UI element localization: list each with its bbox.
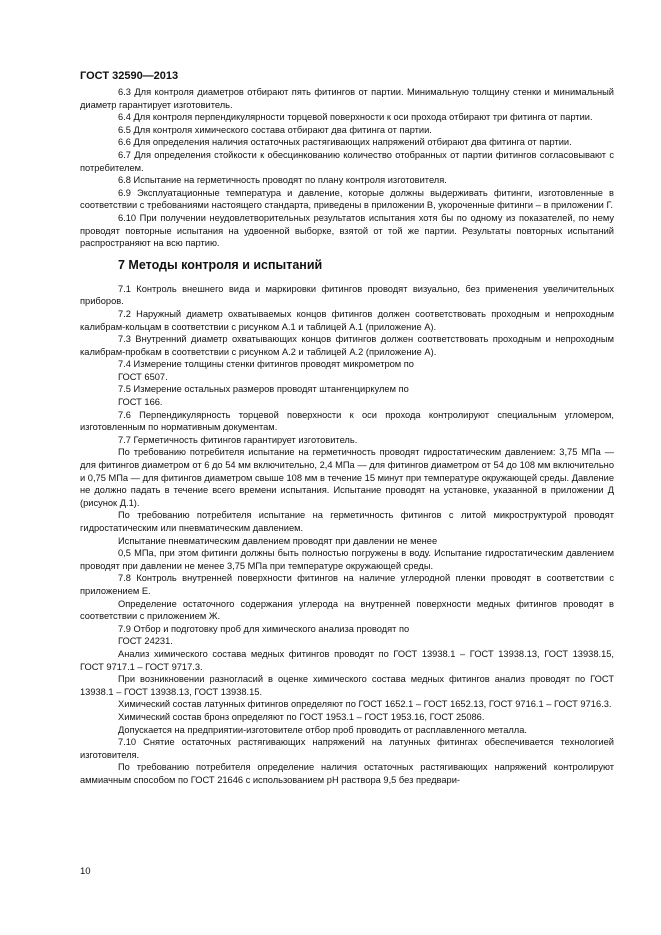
page-number: 10: [80, 866, 91, 877]
page-body: [80, 86, 614, 786]
paragraph: Определение остаточного содержания углерода на внутренней поверхности медных фитингов проводят в соответствии с приложением Ж.: [80, 598, 614, 622]
paragraph: 7.3 Внутренний диаметр охватывающих концов фитингов должен соответствовать проходным и непроходным калибрам-пробкам в соответствии с рисунком А.2 и таблицей А.2 (приложение А).: [80, 334, 614, 357]
paragraph: 7.8 Контроль внутренней поверхности фитингов на наличие углеродной пленки проводят в соответствии с приложением Е.: [80, 573, 614, 596]
paragraph: ГОСТ 166.: [118, 397, 163, 408]
paragraph: ГОСТ 24231.: [118, 636, 173, 647]
paragraph: 7.9 Отбор и подготовку проб для химического анализа проводят по: [118, 623, 410, 634]
paragraph: 6.5 Для контроля химического состава отбирают два фитинга от партии.: [118, 124, 432, 135]
paragraph: При возникновении разногласий в оценке химического состава медных фитингов анализ проводят по ГОСТ 13938.1 – ГОСТ 13938.13, ГОСТ 13938.15.: [80, 674, 614, 697]
paragraph: 6.8 Испытание на герметичность проводят по плану контроля изготовителя.: [118, 175, 447, 186]
paragraph: По требованию потребителя испытание на герметичность проводят гидростатическим давлением: 3,75 МПа — для фитингов диаметром от 6 до 54 мм включительно, 2,4 МПа — для фитингов диаметром от 54 до 108 мм включительно и 0,75 МПа — для фитингов диаметром свыше 108 мм в течение 15 минут при температуре окружающей среды. Давление не должно падать в течение всего времени испытания. Испытание проводят на установке, указанной в приложении Д (рисунок Д.1).: [80, 447, 614, 508]
section-7-heading: 7 Методы контроля и испытаний: [118, 257, 323, 272]
section-6-paragraphs: [80, 86, 614, 250]
paragraph: 7.4 Измерение толщины стенки фитингов проводят микрометром по: [118, 359, 414, 370]
paragraph: 7.1 Контроль внешнего вида и маркировки фитингов проводят визуально, без применения увеличительных приборов.: [80, 283, 614, 307]
paragraph: 6.4 Для контроля перпендикулярности торцевой поверхности к оси прохода отбирают три фитинга от партии.: [118, 112, 593, 123]
section-7-paragraphs: [80, 283, 614, 787]
paragraph: 7.10 Снятие остаточных растягивающих напряжений на латунных фитингах обеспечивается технологией изготовителя.: [80, 737, 614, 760]
paragraph: Допускается на предприятии-изготовителе отбор проб проводить от расплавленного металла.: [118, 724, 527, 735]
paragraph: По требованию потребителя определение наличия остаточных растягивающих напряжений контролируют аммиачным способом по ГОСТ 21646 с использованием pH раствора 9,5 без предвари-: [80, 762, 614, 785]
paragraph: ГОСТ 6507.: [118, 371, 168, 382]
paragraph: 6.3 Для контроля диаметров отбирают пять фитингов от партии. Минимальную толщину стенки и минимальный диаметр гарантирует изготовитель.: [80, 87, 614, 110]
paragraph: Анализ химического состава медных фитингов проводят по ГОСТ 13938.1 – ГОСТ 13938.13, ГОСТ 13938.15, ГОСТ 9717.1 – ГОСТ 9717.3.: [80, 648, 614, 672]
paragraph: По требованию потребителя испытание на герметичность фитингов с литой микроструктурой проводят гидростатическим или пневматическим давлением.: [80, 510, 614, 533]
paragraph: 7.6 Перпендикулярность торцевой поверхности к оси прохода контролируют специальным угломером, изготовленным по нормативным документам.: [80, 409, 614, 433]
paragraph: 6.7 Для определения стойкости к обесцинкованию количество отобранных от партии фитингов согласовывают с потребителем.: [80, 149, 614, 173]
paragraph: 7.5 Измерение остальных размеров проводят штангенциркулем по: [118, 384, 409, 395]
paragraph: 7.2 Наружный диаметр охватываемых концов фитингов должен соответствовать проходным и непроходным калибрам-кольцам в соответствии с рисунком А.1 и таблицей А.1 (приложение А).: [80, 308, 614, 332]
paragraph: Химический состав бронз определяют по ГОСТ 1953.1 – ГОСТ 1953.16, ГОСТ 25086.: [118, 711, 485, 722]
paragraph: Испытание пневматическим давлением проводят при давлении не менее: [118, 535, 438, 546]
paragraph: 6.6 Для определения наличия остаточных растягивающих напряжений отбирают два фитинга от партии.: [118, 137, 572, 148]
paragraph: 6.10 При получении неудовлетворительных результатов испытания хотя бы по одному из показателей, по нему проводят повторные испытания на удвоенной выборке, взятой от той же партии. Результаты повторных испытаний распространяют на всю партию.: [80, 212, 614, 249]
paragraph: Химический состав латунных фитингов определяют по ГОСТ 1652.1 – ГОСТ 1652.13, ГОСТ 9716.1 – ГОСТ 9716.3.: [118, 699, 612, 710]
paragraph: 0,5 МПа, при этом фитинги должны быть полностью погружены в воду. Испытание гидростатическим давлением проводят при давлении не менее 3,75 МПа при температуре окружающей среды.: [80, 548, 614, 571]
paragraph: 7.7 Герметичность фитингов гарантирует изготовитель.: [118, 434, 358, 445]
paragraph: 6.9 Эксплуатационные температура и давление, которые должны выдерживать фитинги, изготовленные в соответствии с требованиями настоящего стандарта, приведены в приложении В, укороченные фитинги – в приложении Г.: [80, 187, 614, 211]
document-header: ГОСТ 32590—2013: [80, 70, 179, 82]
